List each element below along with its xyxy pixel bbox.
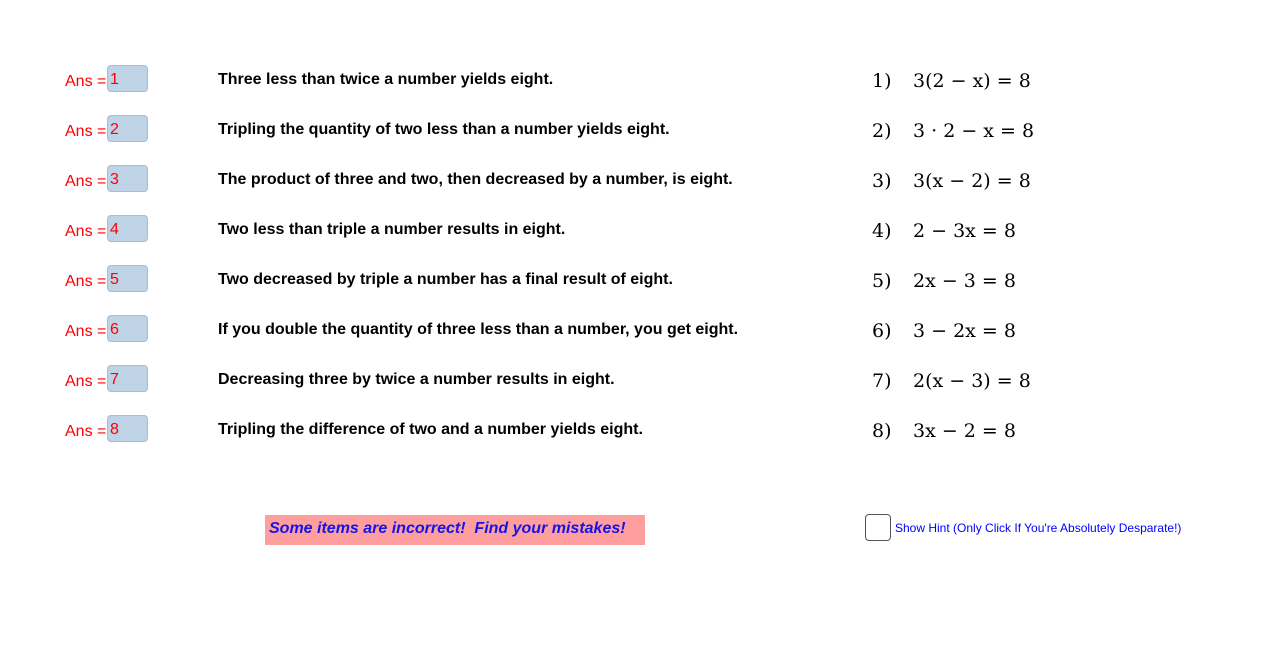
- show-hint-label[interactable]: Show Hint (Only Click If You're Absolutely Desparate!): [895, 521, 1182, 535]
- answer-input-7[interactable]: 7: [107, 365, 148, 392]
- equation-8: 3x − 2 = 8: [913, 420, 1016, 442]
- word-statement-4: Two less than triple a number results in eight.: [218, 221, 566, 238]
- answer-input-1[interactable]: 1: [107, 65, 148, 92]
- answer-input-5[interactable]: 5: [107, 265, 148, 292]
- answer-input-2[interactable]: 2: [107, 115, 148, 142]
- answer-label: Ans =: [65, 373, 107, 390]
- answer-input-3[interactable]: 3: [107, 165, 148, 192]
- equation-number-1: 1): [872, 70, 892, 92]
- equation-2: 3 · 2 − x = 8: [913, 120, 1035, 142]
- answer-label: Ans =: [65, 273, 107, 290]
- word-statement-2: Tripling the quantity of two less than a number yields eight.: [218, 121, 670, 138]
- answer-label: Ans =: [65, 423, 107, 440]
- problem-row-5: [0, 265, 1280, 305]
- word-statement-7: Decreasing three by twice a number results in eight.: [218, 371, 615, 388]
- equation-4: 2 − 3x = 8: [913, 220, 1016, 242]
- answer-label: Ans =: [65, 123, 107, 140]
- problem-row-1: [0, 65, 1280, 105]
- answer-label: Ans =: [65, 223, 107, 240]
- answer-label: Ans =: [65, 73, 107, 90]
- problem-row-3: [0, 165, 1280, 205]
- answer-input-8[interactable]: 8: [107, 415, 148, 442]
- equation-number-2: 2): [872, 120, 892, 142]
- equation-3: 3(x − 2) = 8: [913, 170, 1031, 192]
- answer-label: Ans =: [65, 173, 107, 190]
- problem-row-8: [0, 415, 1280, 455]
- equation-number-3: 3): [872, 170, 892, 192]
- show-hint-checkbox[interactable]: [865, 514, 891, 541]
- word-statement-6: If you double the quantity of three less than a number, you get eight.: [218, 321, 739, 338]
- feedback-message: Some items are incorrect! Find your mistakes!: [265, 515, 645, 545]
- equation-number-4: 4): [872, 220, 892, 242]
- answer-label: Ans =: [65, 323, 107, 340]
- word-statement-5: Two decreased by triple a number has a final result of eight.: [218, 271, 673, 288]
- answer-input-4[interactable]: 4: [107, 215, 148, 242]
- answer-input-6[interactable]: 6: [107, 315, 148, 342]
- problem-row-4: [0, 215, 1280, 255]
- word-statement-1: Three less than twice a number yields eight.: [218, 71, 554, 88]
- equation-1: 3(2 − x) = 8: [913, 70, 1031, 92]
- problem-row-7: [0, 365, 1280, 405]
- word-statement-3: The product of three and two, then decreased by a number, is eight.: [218, 171, 733, 188]
- equation-6: 3 − 2x = 8: [913, 320, 1016, 342]
- equation-5: 2x − 3 = 8: [913, 270, 1016, 292]
- equation-number-8: 8): [872, 420, 892, 442]
- word-statement-8: Tripling the difference of two and a number yields eight.: [218, 421, 643, 438]
- equation-number-6: 6): [872, 320, 892, 342]
- equation-7: 2(x − 3) = 8: [913, 370, 1031, 392]
- problem-row-2: [0, 115, 1280, 155]
- equation-number-5: 5): [872, 270, 892, 292]
- problem-row-6: [0, 315, 1280, 355]
- equation-number-7: 7): [872, 370, 892, 392]
